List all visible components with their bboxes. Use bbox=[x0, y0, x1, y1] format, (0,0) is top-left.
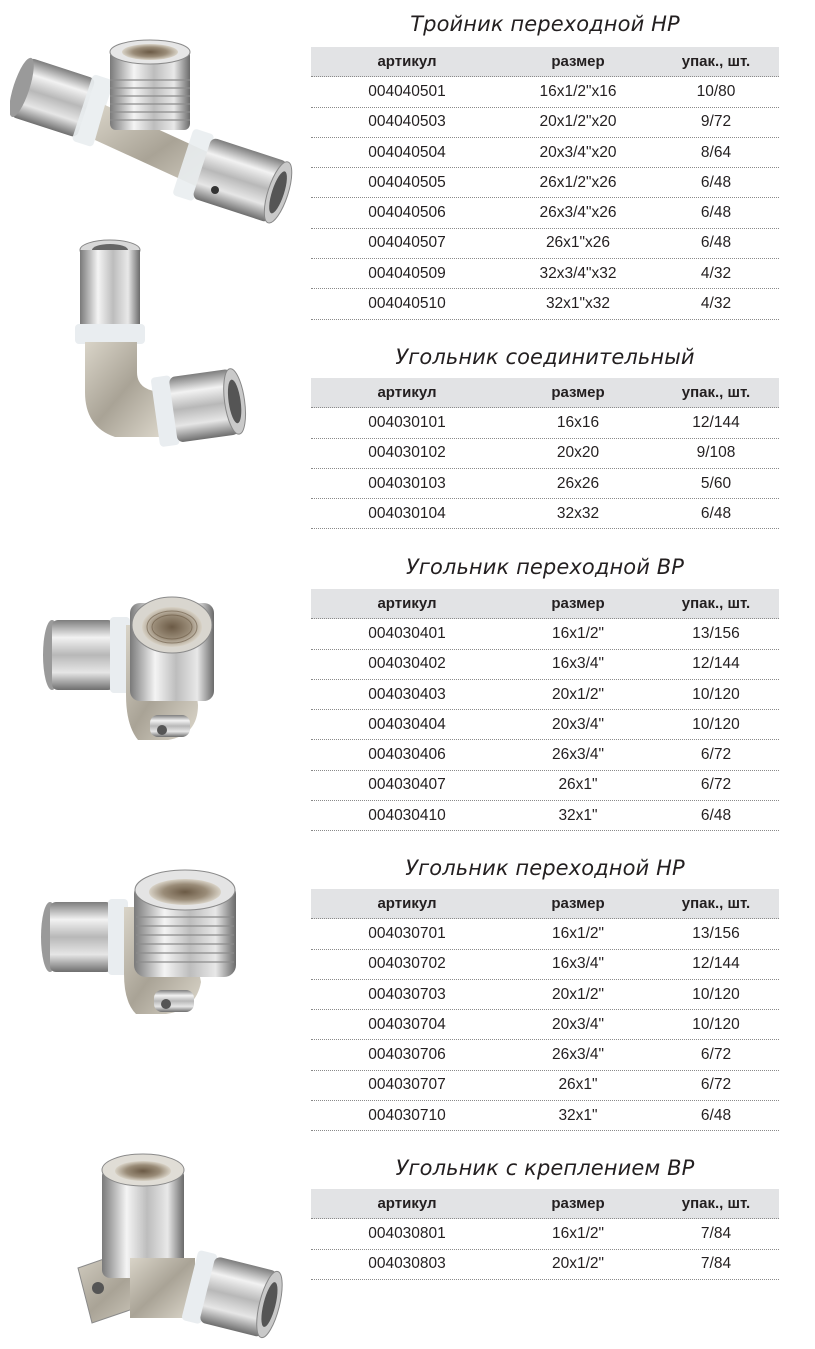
article-cell: 004030401 bbox=[368, 624, 446, 642]
article-cell: 004030101 bbox=[368, 413, 446, 431]
article-cell: 004040506 bbox=[368, 204, 446, 222]
table-row bbox=[311, 259, 779, 289]
size-cell: 16x1/2"x16 bbox=[539, 82, 617, 100]
elbow-fitting-icon bbox=[55, 232, 255, 472]
article-cell: 004030710 bbox=[368, 1106, 446, 1124]
pack-cell: 6/48 bbox=[700, 806, 732, 824]
section-title: Угольник с креплением ВР bbox=[395, 1156, 695, 1180]
section-title: Угольник соединительный bbox=[395, 345, 695, 369]
pack-cell: 10/120 bbox=[692, 715, 740, 733]
table-row bbox=[311, 740, 779, 770]
pack-cell: 6/72 bbox=[700, 776, 732, 794]
table-row bbox=[311, 168, 779, 198]
header-article: артикул bbox=[377, 1195, 437, 1213]
article-cell: 004030102 bbox=[368, 444, 446, 462]
table-header bbox=[311, 889, 779, 919]
size-cell: 20x3/4"x20 bbox=[539, 143, 617, 161]
pack-cell: 6/72 bbox=[700, 1076, 732, 1094]
product-table bbox=[311, 378, 779, 529]
article-cell: 004030410 bbox=[368, 806, 446, 824]
header-pack: упак., шт. bbox=[681, 1195, 751, 1213]
table-row bbox=[311, 771, 779, 801]
section-title: Угольник переходной ВР bbox=[405, 555, 685, 579]
header-article: артикул bbox=[377, 384, 437, 402]
pack-cell: 5/60 bbox=[700, 474, 732, 492]
pack-cell: 13/156 bbox=[692, 624, 740, 642]
table-row bbox=[311, 108, 779, 138]
header-size: размер bbox=[551, 384, 605, 402]
article-cell: 004040505 bbox=[368, 173, 446, 191]
article-cell: 004040510 bbox=[368, 295, 446, 313]
article-cell: 004030104 bbox=[368, 504, 446, 522]
size-cell: 20x1/2" bbox=[551, 685, 605, 703]
article-cell: 004030702 bbox=[368, 955, 446, 973]
product-table bbox=[311, 1189, 779, 1280]
size-cell: 32x1"x32 bbox=[545, 295, 611, 313]
header-article: артикул bbox=[377, 895, 437, 913]
header-article: артикул bbox=[377, 53, 437, 71]
pack-cell: 6/72 bbox=[700, 746, 732, 764]
section-title: Тройник переходной НР bbox=[410, 12, 680, 36]
table-row bbox=[311, 680, 779, 710]
size-cell: 32x32 bbox=[556, 504, 600, 522]
table-row bbox=[311, 1250, 779, 1280]
table-row bbox=[311, 1040, 779, 1070]
pack-cell: 6/48 bbox=[700, 1106, 732, 1124]
product-table bbox=[311, 889, 779, 1131]
table-header bbox=[311, 589, 779, 619]
article-cell: 004040504 bbox=[368, 143, 446, 161]
table-row bbox=[311, 980, 779, 1010]
size-cell: 16x1/2" bbox=[551, 624, 605, 642]
pack-cell: 6/48 bbox=[700, 173, 732, 191]
pack-cell: 7/84 bbox=[700, 1224, 732, 1242]
table-row bbox=[311, 408, 779, 438]
size-cell: 26x1" bbox=[558, 1076, 598, 1094]
table-row bbox=[311, 499, 779, 529]
pack-cell: 10/120 bbox=[692, 985, 740, 1003]
table-header bbox=[311, 1189, 779, 1219]
article-cell: 004040507 bbox=[368, 234, 446, 252]
table-row bbox=[311, 138, 779, 168]
pack-cell: 10/120 bbox=[692, 685, 740, 703]
size-cell: 16x16 bbox=[556, 413, 600, 431]
header-size: размер bbox=[551, 895, 605, 913]
header-size: размер bbox=[551, 1195, 605, 1213]
table-row bbox=[311, 229, 779, 259]
table-header bbox=[311, 378, 779, 408]
article-cell: 004030704 bbox=[368, 1015, 446, 1033]
article-cell: 004030801 bbox=[368, 1224, 446, 1242]
size-cell: 26x1" bbox=[558, 776, 598, 794]
pack-cell: 8/64 bbox=[700, 143, 732, 161]
product-table bbox=[311, 47, 779, 320]
size-cell: 16x1/2" bbox=[551, 924, 605, 942]
article-cell: 004030404 bbox=[368, 715, 446, 733]
article-cell: 004030402 bbox=[368, 655, 446, 673]
article-cell: 004040509 bbox=[368, 264, 446, 282]
table-row bbox=[311, 469, 779, 499]
section-title: Угольник переходной НР bbox=[405, 856, 685, 880]
pack-cell: 10/80 bbox=[696, 82, 736, 100]
header-size: размер bbox=[551, 53, 605, 71]
size-cell: 20x1/2" bbox=[551, 985, 605, 1003]
pack-cell: 10/120 bbox=[692, 1015, 740, 1033]
table-row bbox=[311, 801, 779, 831]
article-cell: 004030406 bbox=[368, 746, 446, 764]
article-cell: 004030703 bbox=[368, 985, 446, 1003]
product-table bbox=[311, 589, 779, 831]
pack-cell: 6/48 bbox=[700, 204, 732, 222]
pack-cell: 6/72 bbox=[700, 1046, 732, 1064]
article-cell: 004030103 bbox=[368, 474, 446, 492]
size-cell: 26x3/4" bbox=[551, 746, 605, 764]
table-row bbox=[311, 439, 779, 469]
article-cell: 004030407 bbox=[368, 776, 446, 794]
header-pack: упак., шт. bbox=[681, 595, 751, 613]
female-elbow-fitting-icon bbox=[38, 585, 238, 755]
header-pack: упак., шт. bbox=[681, 384, 751, 402]
header-pack: упак., шт. bbox=[681, 895, 751, 913]
size-cell: 32x1" bbox=[558, 806, 598, 824]
pack-cell: 6/48 bbox=[700, 504, 732, 522]
header-size: размер bbox=[551, 595, 605, 613]
pack-cell: 9/72 bbox=[700, 113, 732, 131]
table-row bbox=[311, 1071, 779, 1101]
article-cell: 004030803 bbox=[368, 1255, 446, 1273]
size-cell: 20x20 bbox=[556, 444, 600, 462]
header-pack: упак., шт. bbox=[681, 53, 751, 71]
pack-cell: 6/48 bbox=[700, 234, 732, 252]
pack-cell: 13/156 bbox=[692, 924, 740, 942]
pack-cell: 7/84 bbox=[700, 1255, 732, 1273]
article-cell: 004030706 bbox=[368, 1046, 446, 1064]
table-row bbox=[311, 1010, 779, 1040]
pack-cell: 12/144 bbox=[692, 413, 740, 431]
header-article: артикул bbox=[377, 595, 437, 613]
size-cell: 26x1/2"x26 bbox=[539, 173, 617, 191]
table-row bbox=[311, 77, 779, 107]
size-cell: 26x3/4"x26 bbox=[539, 204, 617, 222]
table-row bbox=[311, 710, 779, 740]
article-cell: 004040501 bbox=[368, 82, 446, 100]
pack-cell: 12/144 bbox=[692, 955, 740, 973]
size-cell: 26x3/4" bbox=[551, 1046, 605, 1064]
article-cell: 004030701 bbox=[368, 924, 446, 942]
size-cell: 20x3/4" bbox=[551, 1015, 605, 1033]
size-cell: 20x3/4" bbox=[551, 715, 605, 733]
table-row bbox=[311, 650, 779, 680]
pack-cell: 4/32 bbox=[700, 264, 732, 282]
pack-cell: 9/108 bbox=[696, 444, 736, 462]
male-elbow-fitting-icon bbox=[36, 862, 246, 1027]
table-row bbox=[311, 919, 779, 949]
table-header bbox=[311, 47, 779, 77]
size-cell: 26x26 bbox=[556, 474, 600, 492]
pack-cell: 4/32 bbox=[700, 295, 732, 313]
size-cell: 16x3/4" bbox=[551, 655, 605, 673]
table-row bbox=[311, 619, 779, 649]
pack-cell: 12/144 bbox=[692, 655, 740, 673]
tee-fitting-icon bbox=[10, 30, 300, 230]
size-cell: 32x3/4"x32 bbox=[539, 264, 617, 282]
size-cell: 16x1/2" bbox=[551, 1224, 605, 1242]
size-cell: 20x1/2"x20 bbox=[539, 113, 617, 131]
wall-elbow-fitting-icon bbox=[70, 1148, 290, 1343]
table-row bbox=[311, 1219, 779, 1249]
table-row bbox=[311, 1101, 779, 1131]
table-row bbox=[311, 198, 779, 228]
table-row bbox=[311, 289, 779, 319]
size-cell: 32x1" bbox=[558, 1106, 598, 1124]
size-cell: 16x3/4" bbox=[551, 955, 605, 973]
article-cell: 004040503 bbox=[368, 113, 446, 131]
article-cell: 004030403 bbox=[368, 685, 446, 703]
size-cell: 26x1"x26 bbox=[545, 234, 611, 252]
article-cell: 004030707 bbox=[368, 1076, 446, 1094]
table-row bbox=[311, 950, 779, 980]
size-cell: 20x1/2" bbox=[551, 1255, 605, 1273]
